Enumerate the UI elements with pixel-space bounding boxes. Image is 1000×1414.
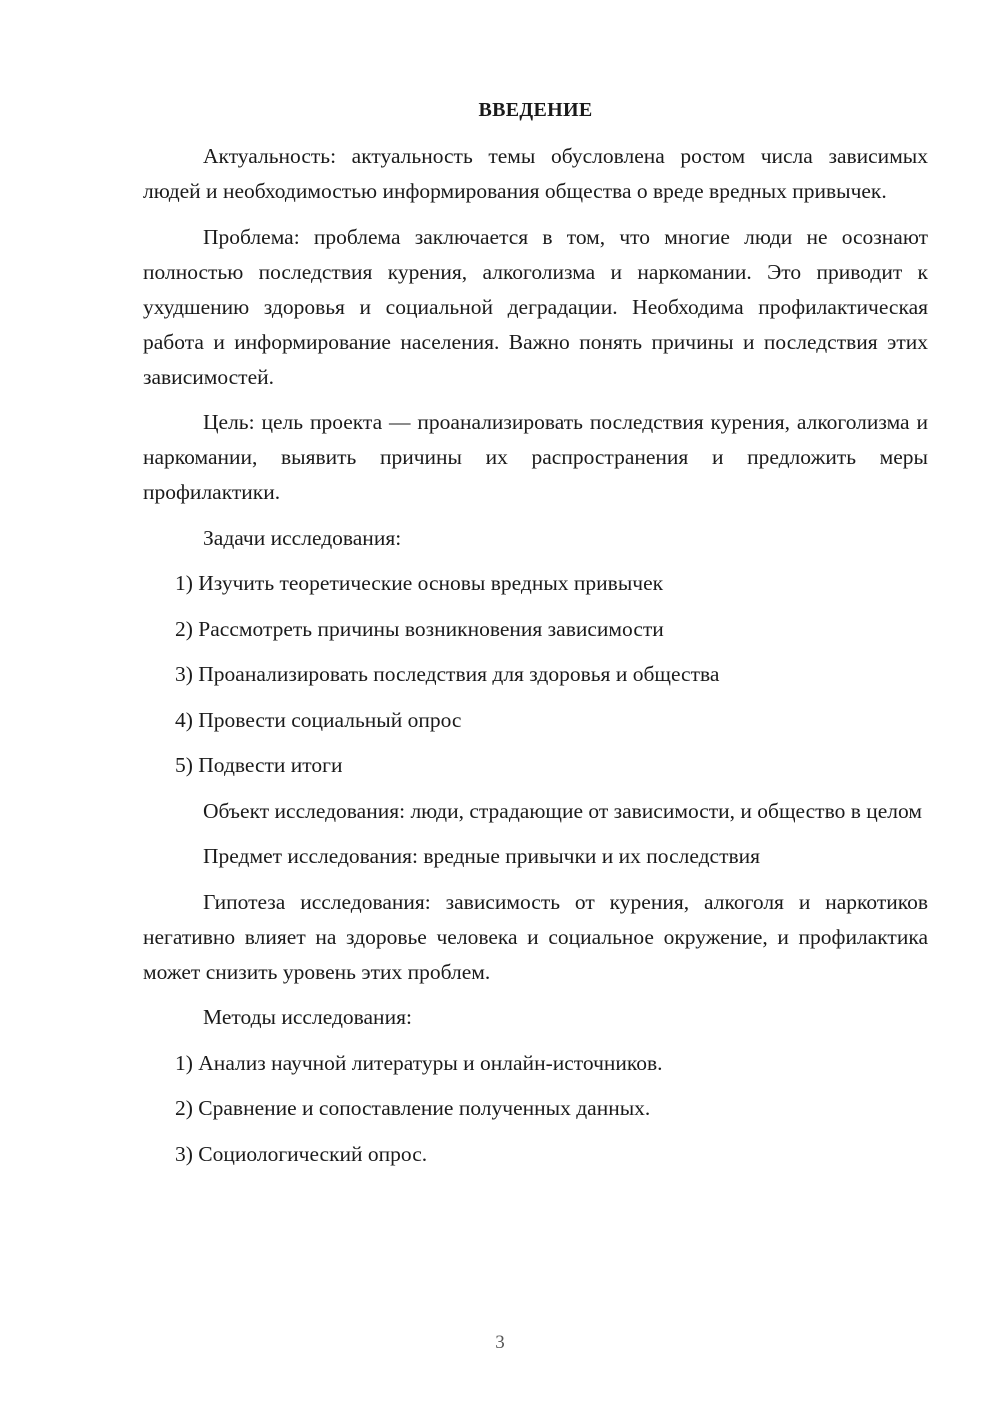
methods-heading: Методы исследования: — [203, 1005, 412, 1029]
section-title: ВВЕДЕНИЕ — [478, 99, 593, 121]
task-item: 4) Провести социальный опрос — [175, 707, 462, 732]
task-item: 1) Изучить теоретические основы вредных привычек — [175, 571, 664, 595]
task-item: 2) Рассмотреть причины возникновения зависимости — [175, 616, 664, 641]
methods-list — [143, 1046, 928, 1172]
problem-paragraph: Проблема: проблема заключается в том, что многие люди не осознают полностью последствия курения, алкоголизма и наркомании. Это приводит к ухудшению здоровья и социальной деградации. Необходима профилактическая работа и информирование населения. Важно понять причины и последствия этих зависимостей. — [143, 224, 928, 389]
method-item: 2) Сравнение и сопоставление полученных данных. — [175, 1096, 651, 1120]
relevance-paragraph: Актуальность: актуальность темы обусловлена ростом числа зависимых людей и необходимостью информирования общества о вреде вредных привычек. — [143, 144, 928, 203]
object-paragraph: Объект исследования: люди, страдающие от зависимости, и общество в целом — [203, 798, 922, 823]
document-page — [143, 95, 928, 1182]
method-item: 3) Социологический опрос. — [175, 1141, 428, 1166]
task-item: 5) Подвести итоги — [175, 753, 343, 777]
task-item: 3) Проанализировать последствия для здоровья и общества — [175, 662, 720, 686]
hypothesis-paragraph: Гипотеза исследования: зависимость от курения, алкоголя и наркотиков негативно влияет на здоровье человека и социальное окружение, и профилактика может снизить уровень этих проблем. — [143, 889, 928, 984]
page-number: 3 — [495, 1332, 505, 1353]
method-item: 1) Анализ научной литературы и онлайн-источников. — [175, 1050, 663, 1075]
tasks-list — [143, 566, 928, 783]
tasks-heading: Задачи исследования: — [203, 525, 402, 550]
goal-paragraph: Цель: цель проекта — проанализировать последствия курения, алкоголизма и наркомании, выявить причины их распространения и предложить меры профилактики. — [143, 410, 928, 504]
subject-paragraph: Предмет исследования: вредные привычки и их последствия — [203, 844, 761, 868]
